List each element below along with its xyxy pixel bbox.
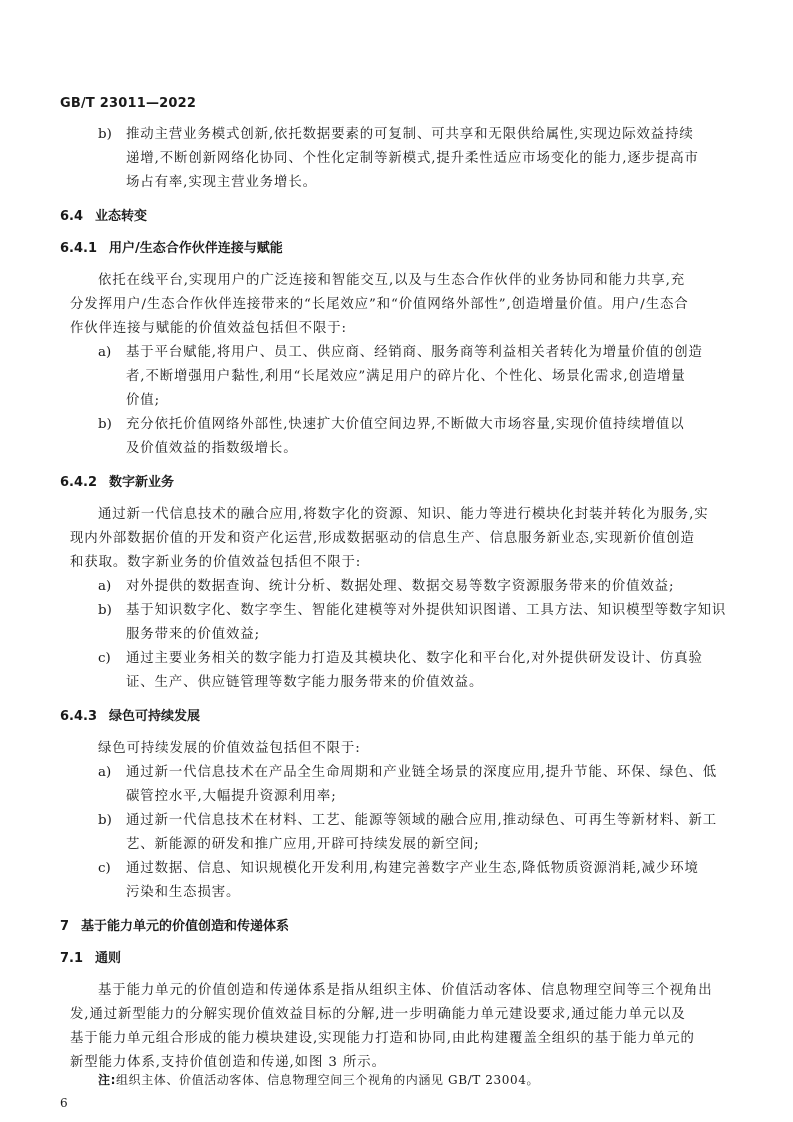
text-line: 基于能力单元组合形成的能力模块建设,实现能力打造和协同,由此构建覆盖全组织的基于能力单元的 <box>70 1031 695 1046</box>
section-heading <box>60 918 289 936</box>
section-title: 通则 <box>95 951 122 966</box>
list-marker: b) <box>98 813 112 828</box>
section-title: 绿色可持续发展 <box>109 709 201 724</box>
section-heading <box>60 708 200 726</box>
text-line: 基于知识数字化、数字孪生、智能化建模等对外提供知识图谱、工具方法、知识模型等数字知识 <box>126 603 727 618</box>
text-line: 推动主营业务模式创新,依托数据要素的可复制、可共享和无限供给属性,实现边际效益持续 <box>126 127 694 142</box>
page-number: 6 <box>60 1096 68 1110</box>
text-line: 通过主要业务相关的数字能力打造及其模块化、数字化和平台化,对外提供研发设计、仿真验 <box>126 651 703 666</box>
text-line: 服务带来的价值效益; <box>126 627 261 642</box>
list-marker: b) <box>98 127 112 142</box>
section-number: 7.1 <box>60 951 84 966</box>
text-line: 绿色可持续发展的价值效益包括但不限于: <box>98 741 361 756</box>
text-line: 证、生产、供应链管理等数字能力服务带来的价值效益。 <box>126 675 484 690</box>
text-line: 通过数据、信息、知识规模化开发利用,构建完善数字产业生态,降低物质资源消耗,减少环境 <box>126 861 699 876</box>
text-line: 通过新一代信息技术在材料、工艺、能源等领域的融合应用,推动绿色、可再生等新材料、新工 <box>126 813 718 828</box>
text-line: 场占有率,实现主营业务增长。 <box>126 175 317 190</box>
list-marker: a) <box>98 345 112 360</box>
note-label: 注: <box>98 1073 116 1087</box>
text-line: 分发挥用户/生态合作伙伴连接带来的“长尾效应”和“价值网络外部性”,创造增量价值。用户/生态合 <box>70 297 689 312</box>
text-line: 通过新一代信息技术的融合应用,将数字化的资源、知识、能力等进行模块化封装并转化为服务,实 <box>98 507 709 522</box>
section-number: 6.4.1 <box>60 241 98 256</box>
text-line: 充分依托价值网络外部性,快速扩大价值空间边界,不断做大市场容量,实现价值持续增值以 <box>126 417 685 432</box>
text-line: 对外提供的数据查询、统计分析、数据处理、数据交易等数字资源服务带来的价值效益; <box>126 579 675 594</box>
list-marker: b) <box>98 417 112 432</box>
text-line: 价值; <box>126 393 160 408</box>
text-line: 及价值效益的指数级增长。 <box>126 441 298 456</box>
text-line: 通过新一代信息技术在产品全生命周期和产业链全场景的深度应用,提升节能、环保、绿色、低 <box>126 765 718 780</box>
list-marker: b) <box>98 603 112 618</box>
note-text: 组织主体、价值活动客体、信息物理空间三个视角的内涵见 GB/T 23004。 <box>116 1073 540 1087</box>
text-line: 递增,不断创新网络化协同、个性化定制等新模式,提升柔性适应市场变化的能力,逐步提高市 <box>126 151 699 166</box>
section-number: 6.4.3 <box>60 709 98 724</box>
note <box>98 1072 539 1088</box>
section-number: 6.4.2 <box>60 475 98 490</box>
section-title: 用户/生态合作伙伴连接与赋能 <box>109 241 283 256</box>
text-line: 污染和生态损害。 <box>126 885 241 900</box>
section-number: 7 <box>60 919 70 934</box>
section-heading <box>60 950 121 968</box>
section-number: 6.4 <box>60 209 84 224</box>
text-line: 基于平台赋能,将用户、员工、供应商、经销商、服务商等利益相关者转化为增量价值的创造 <box>126 345 703 360</box>
standard-code: GB/T 23011—2022 <box>60 96 197 111</box>
text-line: 新型能力体系,支持价值创造和传递,如图 3 所示。 <box>70 1055 386 1070</box>
text-line: 依托在线平台,实现用户的广泛连接和智能交互,以及与生态合作伙伴的业务协同和能力共享,充 <box>98 273 686 288</box>
text-line: 作伙伴连接与赋能的价值效益包括但不限于: <box>70 321 347 336</box>
section-title: 数字新业务 <box>109 475 175 490</box>
list-marker: c) <box>98 861 111 876</box>
text-line: 艺、新能源的研发和推广应用,开辟可持续发展的新空间; <box>126 837 480 852</box>
text-line: 发,通过新型能力的分解实现价值效益目标的分解,进一步明确能力单元建设要求,通过能力单元以及 <box>70 1007 686 1022</box>
text-line: 和获取。数字新业务的价值效益包括但不限于: <box>70 555 362 570</box>
section-heading <box>60 240 283 258</box>
list-marker: a) <box>98 579 112 594</box>
section-title: 业态转变 <box>95 209 148 224</box>
section-heading <box>60 474 174 492</box>
text-line: 者,不断增强用户黏性,利用“长尾效应”满足用户的碎片化、个性化、场景化需求,创造增量 <box>126 369 686 384</box>
text-line: 碳管控水平,大幅提升资源利用率; <box>126 789 337 804</box>
text-line: 基于能力单元的价值创造和传递体系是指从组织主体、价值活动客体、信息物理空间等三个视角出 <box>98 983 713 998</box>
list-marker: c) <box>98 651 111 666</box>
list-marker: a) <box>98 765 112 780</box>
text-line: 现内外部数据价值的开发和资产化运营,形成数据驱动的信息生产、信息服务新业态,实现新价值创造 <box>70 531 695 546</box>
section-heading <box>60 208 147 226</box>
section-title: 基于能力单元的价值创造和传递体系 <box>81 919 290 934</box>
